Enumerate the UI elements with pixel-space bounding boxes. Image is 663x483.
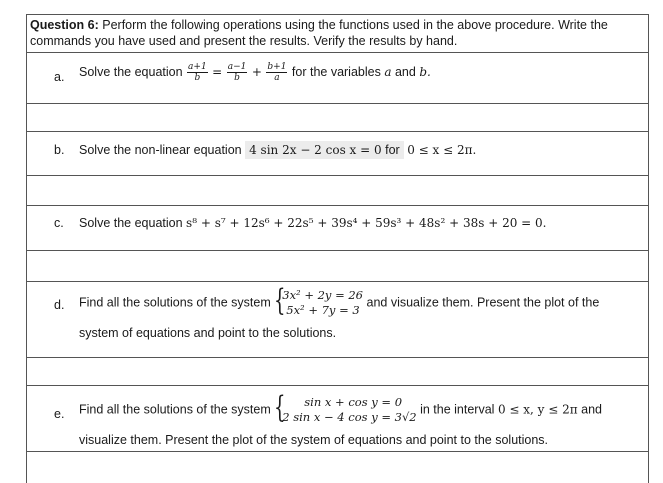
fraction: $\frac{a+1}{b}$ — [188, 62, 207, 83]
brace-icon: { — [274, 283, 286, 318]
equation-system — [274, 390, 417, 425]
row-divider — [26, 250, 649, 251]
row-divider — [26, 451, 649, 452]
interval: 0 ≤ x, y ≤ 2π — [497, 402, 578, 417]
system-equation: 3x² + 2y = 26 — [282, 288, 364, 302]
item-prefix: Solve the equation — [79, 64, 183, 79]
fraction: $\frac{a-1}{b}$ — [227, 62, 247, 83]
item-letter: c. — [54, 216, 64, 230]
item-text — [79, 143, 476, 157]
equals-sign: = — [212, 64, 223, 79]
item-b — [26, 142, 649, 162]
item-text — [79, 62, 431, 83]
row-divider — [26, 175, 649, 176]
question-text: Perform the following operations using the functions used in the above procedure. Write the commands you have used and present the results. Verify the results by hand. — [30, 18, 608, 48]
item-suffix: in the interval — [420, 402, 495, 417]
item-letter: e. — [54, 407, 65, 421]
item-letter: d. — [54, 298, 65, 312]
item-prefix: Find all the solutions of the system — [79, 402, 271, 417]
item-a — [26, 62, 649, 92]
row-divider — [26, 52, 649, 53]
system-equation: 5x² + 7y = 3 — [286, 303, 360, 317]
item-text-line2: visualize them. Present the plot of the system of equations and point to the solutions. — [79, 433, 549, 447]
row-divider — [26, 205, 649, 206]
interval: 0 ≤ x ≤ 2π. — [407, 143, 477, 157]
variable: b. — [419, 64, 431, 79]
system-equation: 2 sin x − 4 cos y = 3√2 — [282, 410, 417, 424]
row-divider — [26, 131, 649, 132]
system-equation: sin x + cos y = 0 — [304, 395, 403, 409]
item-letter: a. — [54, 70, 65, 84]
item-text-line2: system of equations and point to the solutions. — [79, 326, 337, 340]
plus-sign: + — [251, 64, 262, 79]
item-d — [26, 283, 649, 348]
equation-system — [274, 283, 364, 318]
variable: a — [384, 64, 392, 79]
row-divider — [26, 385, 649, 386]
item-prefix: Solve the equation — [79, 216, 183, 230]
item-e — [26, 390, 649, 451]
item-prefix: Find all the solutions of the system — [79, 295, 271, 310]
row-divider — [26, 281, 649, 282]
item-letter: b. — [54, 143, 65, 157]
item-text — [79, 216, 546, 230]
conjunction: and — [394, 64, 416, 79]
item-suffix: and visualize them. Present the plot of the — [366, 295, 600, 310]
equation: 4 sin 2x − 2 cos x = 0 — [249, 143, 382, 157]
row-divider — [26, 357, 649, 358]
fraction: $\frac{b+1}{a}$ — [267, 62, 287, 83]
polynomial-equation: s⁸ + s⁷ + 12s⁶ + 22s⁵ + 39s⁴ + 59s³ + 48s² + 38s + 20 = 0. — [186, 216, 547, 230]
item-prefix: Solve the non-linear equation — [79, 143, 242, 157]
item-text — [79, 283, 600, 318]
item-c — [26, 214, 649, 234]
row-divider — [26, 103, 649, 104]
question-label: Question 6: — [30, 18, 99, 32]
item-suffix: for — [385, 143, 400, 157]
item-text — [79, 390, 602, 425]
question-title — [30, 17, 642, 49]
brace-icon: { — [274, 390, 286, 425]
item-suffix: for the variables — [291, 64, 381, 79]
question-table — [26, 14, 650, 483]
conjunction: and — [581, 402, 602, 417]
